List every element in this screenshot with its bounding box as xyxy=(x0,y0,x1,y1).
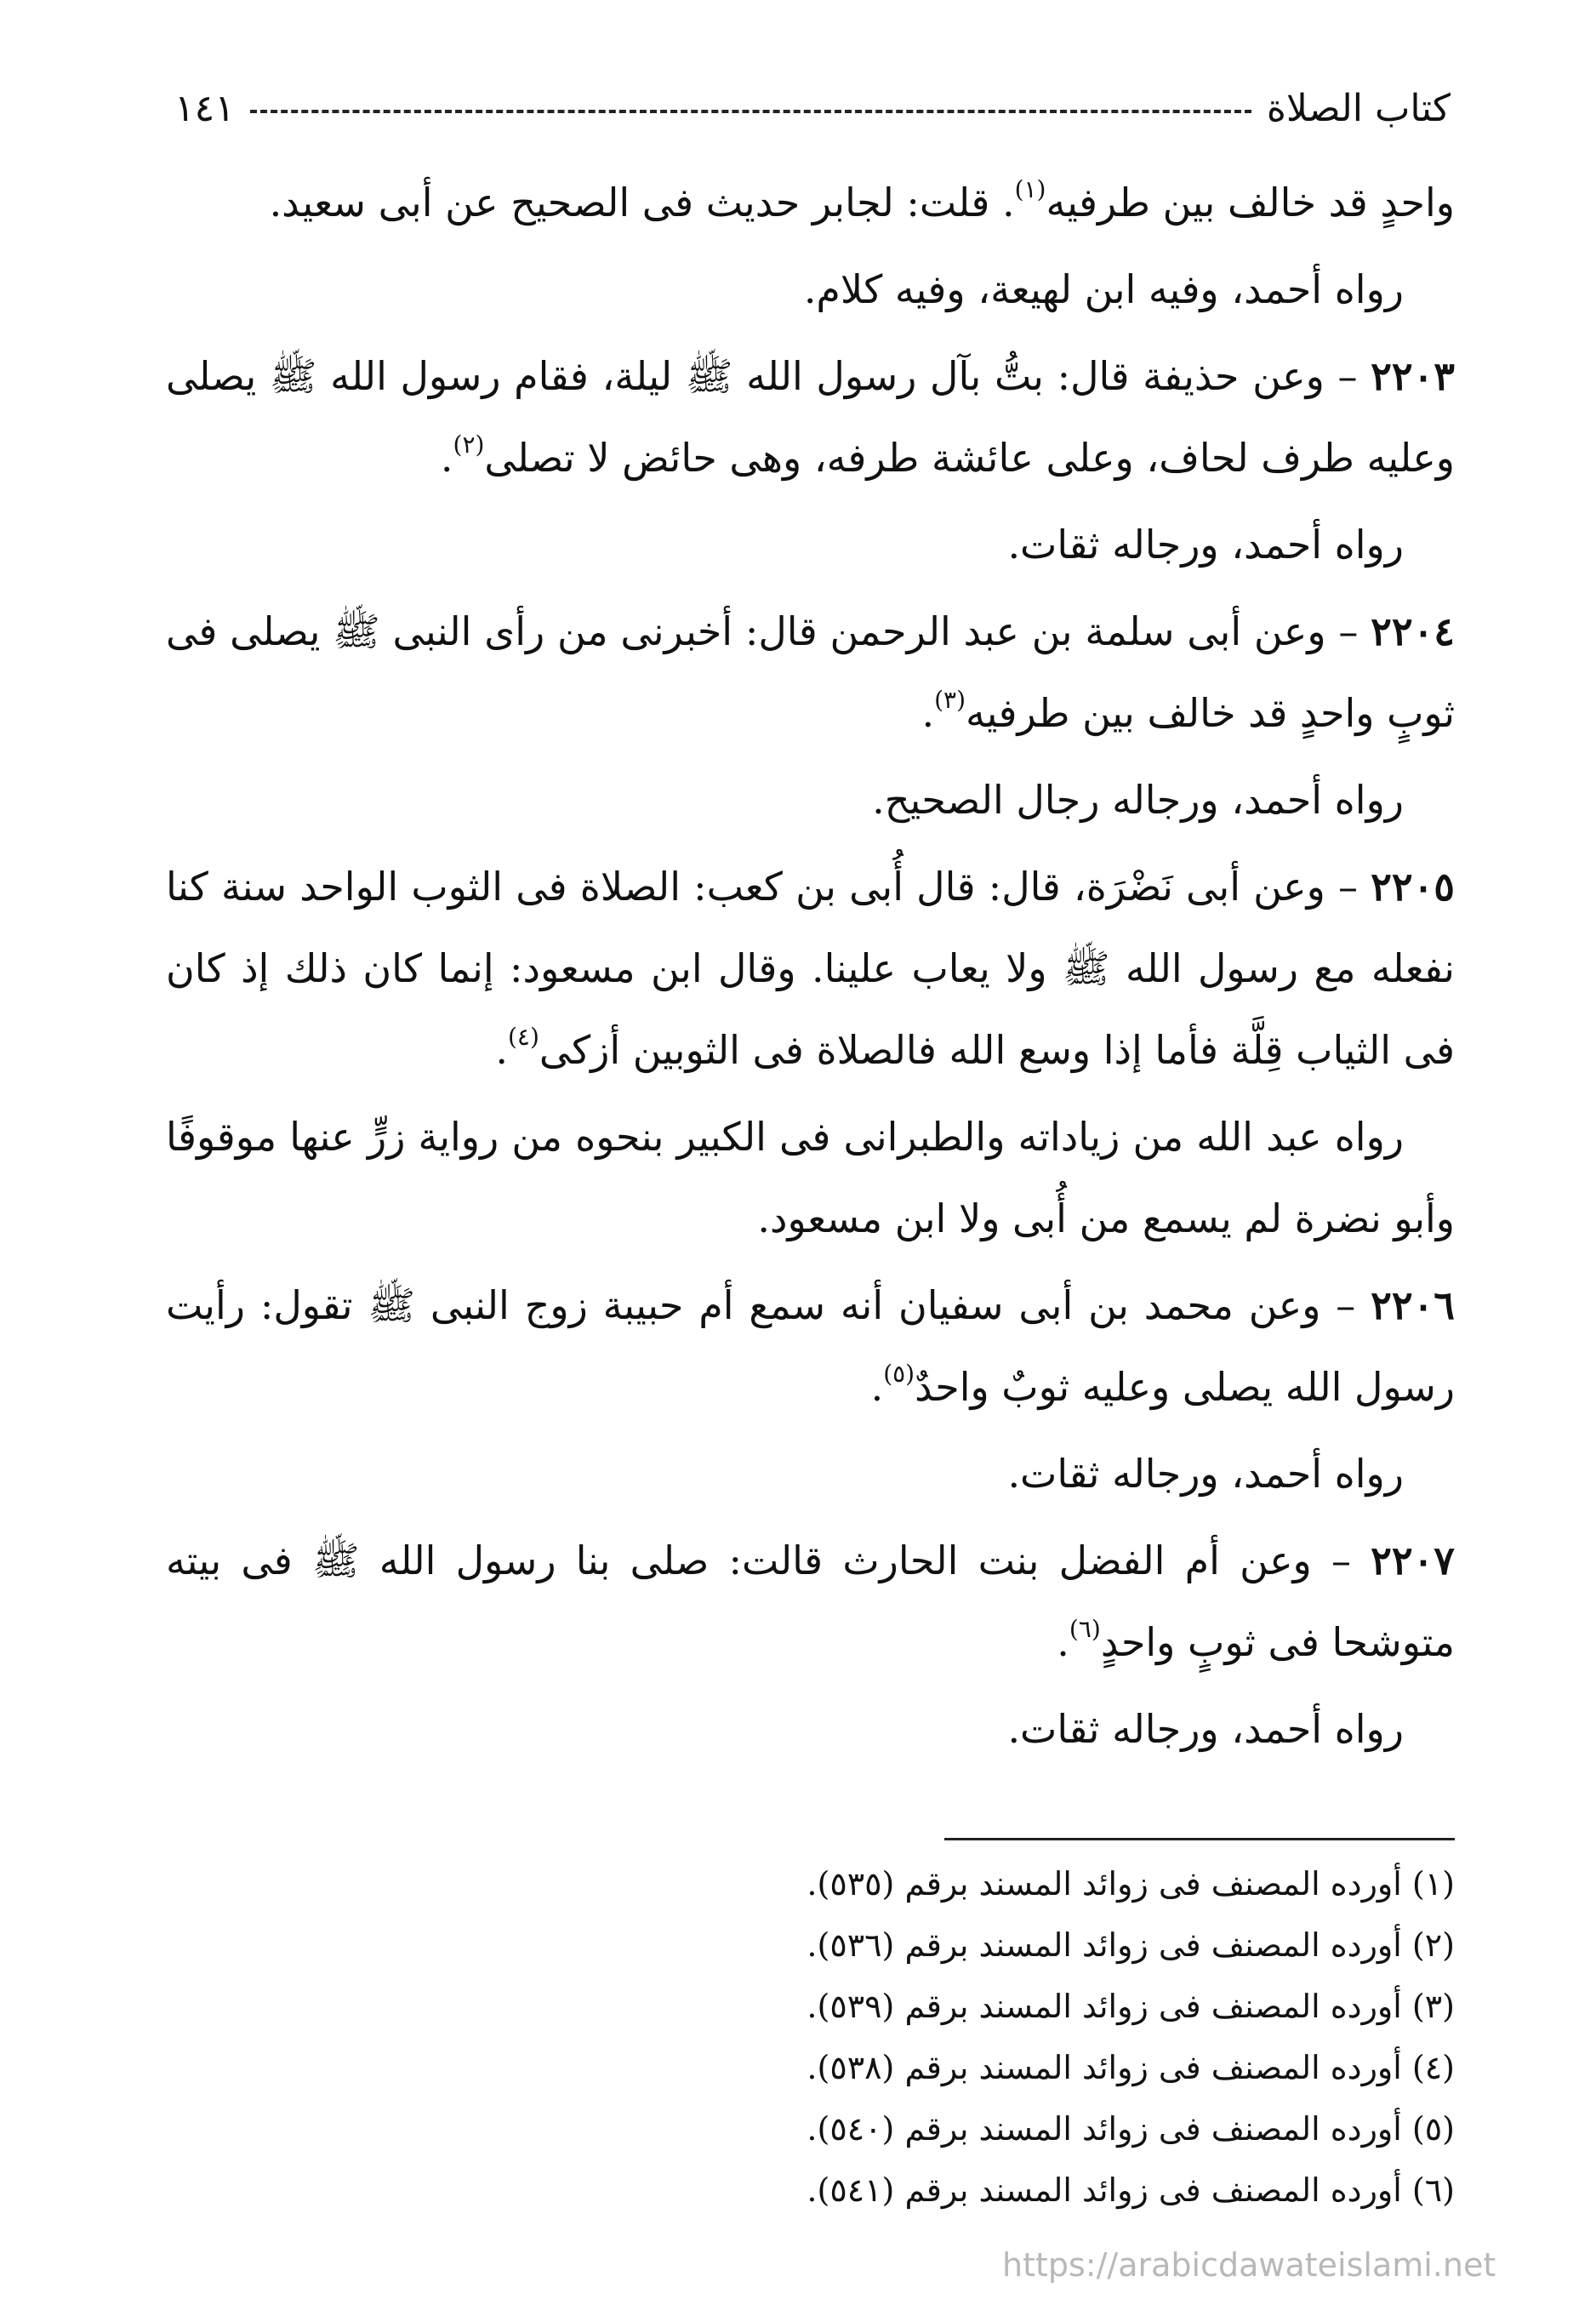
hadith-paragraph: ٢٢٠٥ – وعن أبى نَضْرَة، قال: قال أُبى بن كعب: الصلاة فى الثوب الواحد سنة كنا نفعله مع رسول الله ﷺ ولا يعاب علينا. وقال ابن مسعود: إنما كان ذلك إذ كان فى الثياب قِلَّة فأما إذا وسع الله فالصلاة فى الثوبين أزكى$^{(٤)}$. xyxy=(166,864,1455,1073)
source-note: رواه أحمد، ورجاله ثقات. xyxy=(1007,1706,1404,1752)
hadith-number: ٢٢٠٥ xyxy=(1371,864,1455,910)
hadith-paragraph: ٢٢٠٣ – وعن حذيفة قال: بتُّ بآل رسول الله ﷺ ليلة، فقام رسول الله ﷺ يصلى وعليه طرف لحاف، وعلى عائشة طرفه، وهى حائض لا تصلى$^{(٢)}$. xyxy=(166,353,1455,481)
footnote-separator xyxy=(944,1838,1455,1840)
running-header xyxy=(174,78,1451,138)
hadith-number: ٢٢٠٧ xyxy=(1371,1538,1455,1583)
hadith-number: ٢٢٠٣ xyxy=(1371,353,1455,399)
footnote: (٢) أورده المصنف فى زوائد المسند برقم (٥٣٦). xyxy=(807,1926,1455,1964)
footnote-marker: (١) xyxy=(1014,175,1046,203)
footnote: (٦) أورده المصنف فى زوائد المسند برقم (٥٤١). xyxy=(807,2171,1455,2209)
footnote-marker: (٣) xyxy=(934,686,966,714)
footnote: (٣) أورده المصنف فى زوائد المسند برقم (٥٣٩). xyxy=(807,1988,1455,2025)
source-note: رواه أحمد، ورجاله ثقات. xyxy=(1007,1451,1404,1497)
hadith-paragraph: ٢٢٠٦ – وعن محمد بن أبى سفيان أنه سمع أم حبيبة زوج النبى ﷺ تقول: رأيت رسول الله يصلى وعليه ثوبٌ واحدٌ$^{(٥)}$. xyxy=(166,1282,1455,1410)
footnote: (١) أورده المصنف فى زوائد المسند برقم (٥٣٥). xyxy=(807,1865,1455,1903)
paragraph: واحدٍ قد خالف بين طرفيه$^{(١)}$. قلت: لجابر حديث فى الصحيح عن أبى سعيد. xyxy=(269,175,1455,225)
footnote: (٤) أورده المصنف فى زوائد المسند برقم (٥٣٨). xyxy=(807,2049,1455,2086)
hadith-number: ٢٢٠٤ xyxy=(1371,608,1455,654)
source-note: رواه عبد الله من زياداته والطبرانى فى الكبير بنحوه من رواية زرٍّ عنها موقوفًا وأبو نضرة لم يسمع من أُبى ولا ابن مسعود. xyxy=(166,1114,1455,1241)
source-note: رواه أحمد، ورجاله رجال الصحيح. xyxy=(872,777,1404,823)
hadith-paragraph: ٢٢٠٧ – وعن أم الفضل بنت الحارث قالت: صلى بنا رسول الله ﷺ فى بيته متوشحا فى ثوبٍ واحدٍ$^{(٦)}$. xyxy=(166,1538,1455,1665)
footnote-marker: (٢) xyxy=(453,431,485,459)
page-number: ١٤١ xyxy=(174,86,235,130)
hadith-number: ٢٢٠٦ xyxy=(1371,1282,1455,1328)
footnote-marker: (٥) xyxy=(883,1360,915,1388)
footnote-marker: (٦) xyxy=(1069,1615,1101,1643)
header-dashed-rule xyxy=(250,110,1251,113)
footnotes xyxy=(766,1853,1455,2221)
main-text xyxy=(166,162,1455,1775)
watermark-url: https://arabicdawateislami.net xyxy=(1002,2246,1496,2284)
source-note: رواه أحمد، وفيه ابن لهيعة، وفيه كلام. xyxy=(803,266,1404,312)
hadith-paragraph: ٢٢٠٤ – وعن أبى سلمة بن عبد الرحمن قال: أخبرنى من رأى النبى ﷺ يصلى فى ثوبٍ واحدٍ قد خالف بين طرفيه$^{(٣)}$. xyxy=(166,608,1455,736)
footnote: (٥) أورده المصنف فى زوائد المسند برقم (٥٤٠). xyxy=(807,2110,1455,2148)
source-note: رواه أحمد، ورجاله ثقات. xyxy=(1007,522,1404,568)
book-title: كتاب الصلاة xyxy=(1266,86,1451,130)
footnote-marker: (٤) xyxy=(507,1023,539,1051)
